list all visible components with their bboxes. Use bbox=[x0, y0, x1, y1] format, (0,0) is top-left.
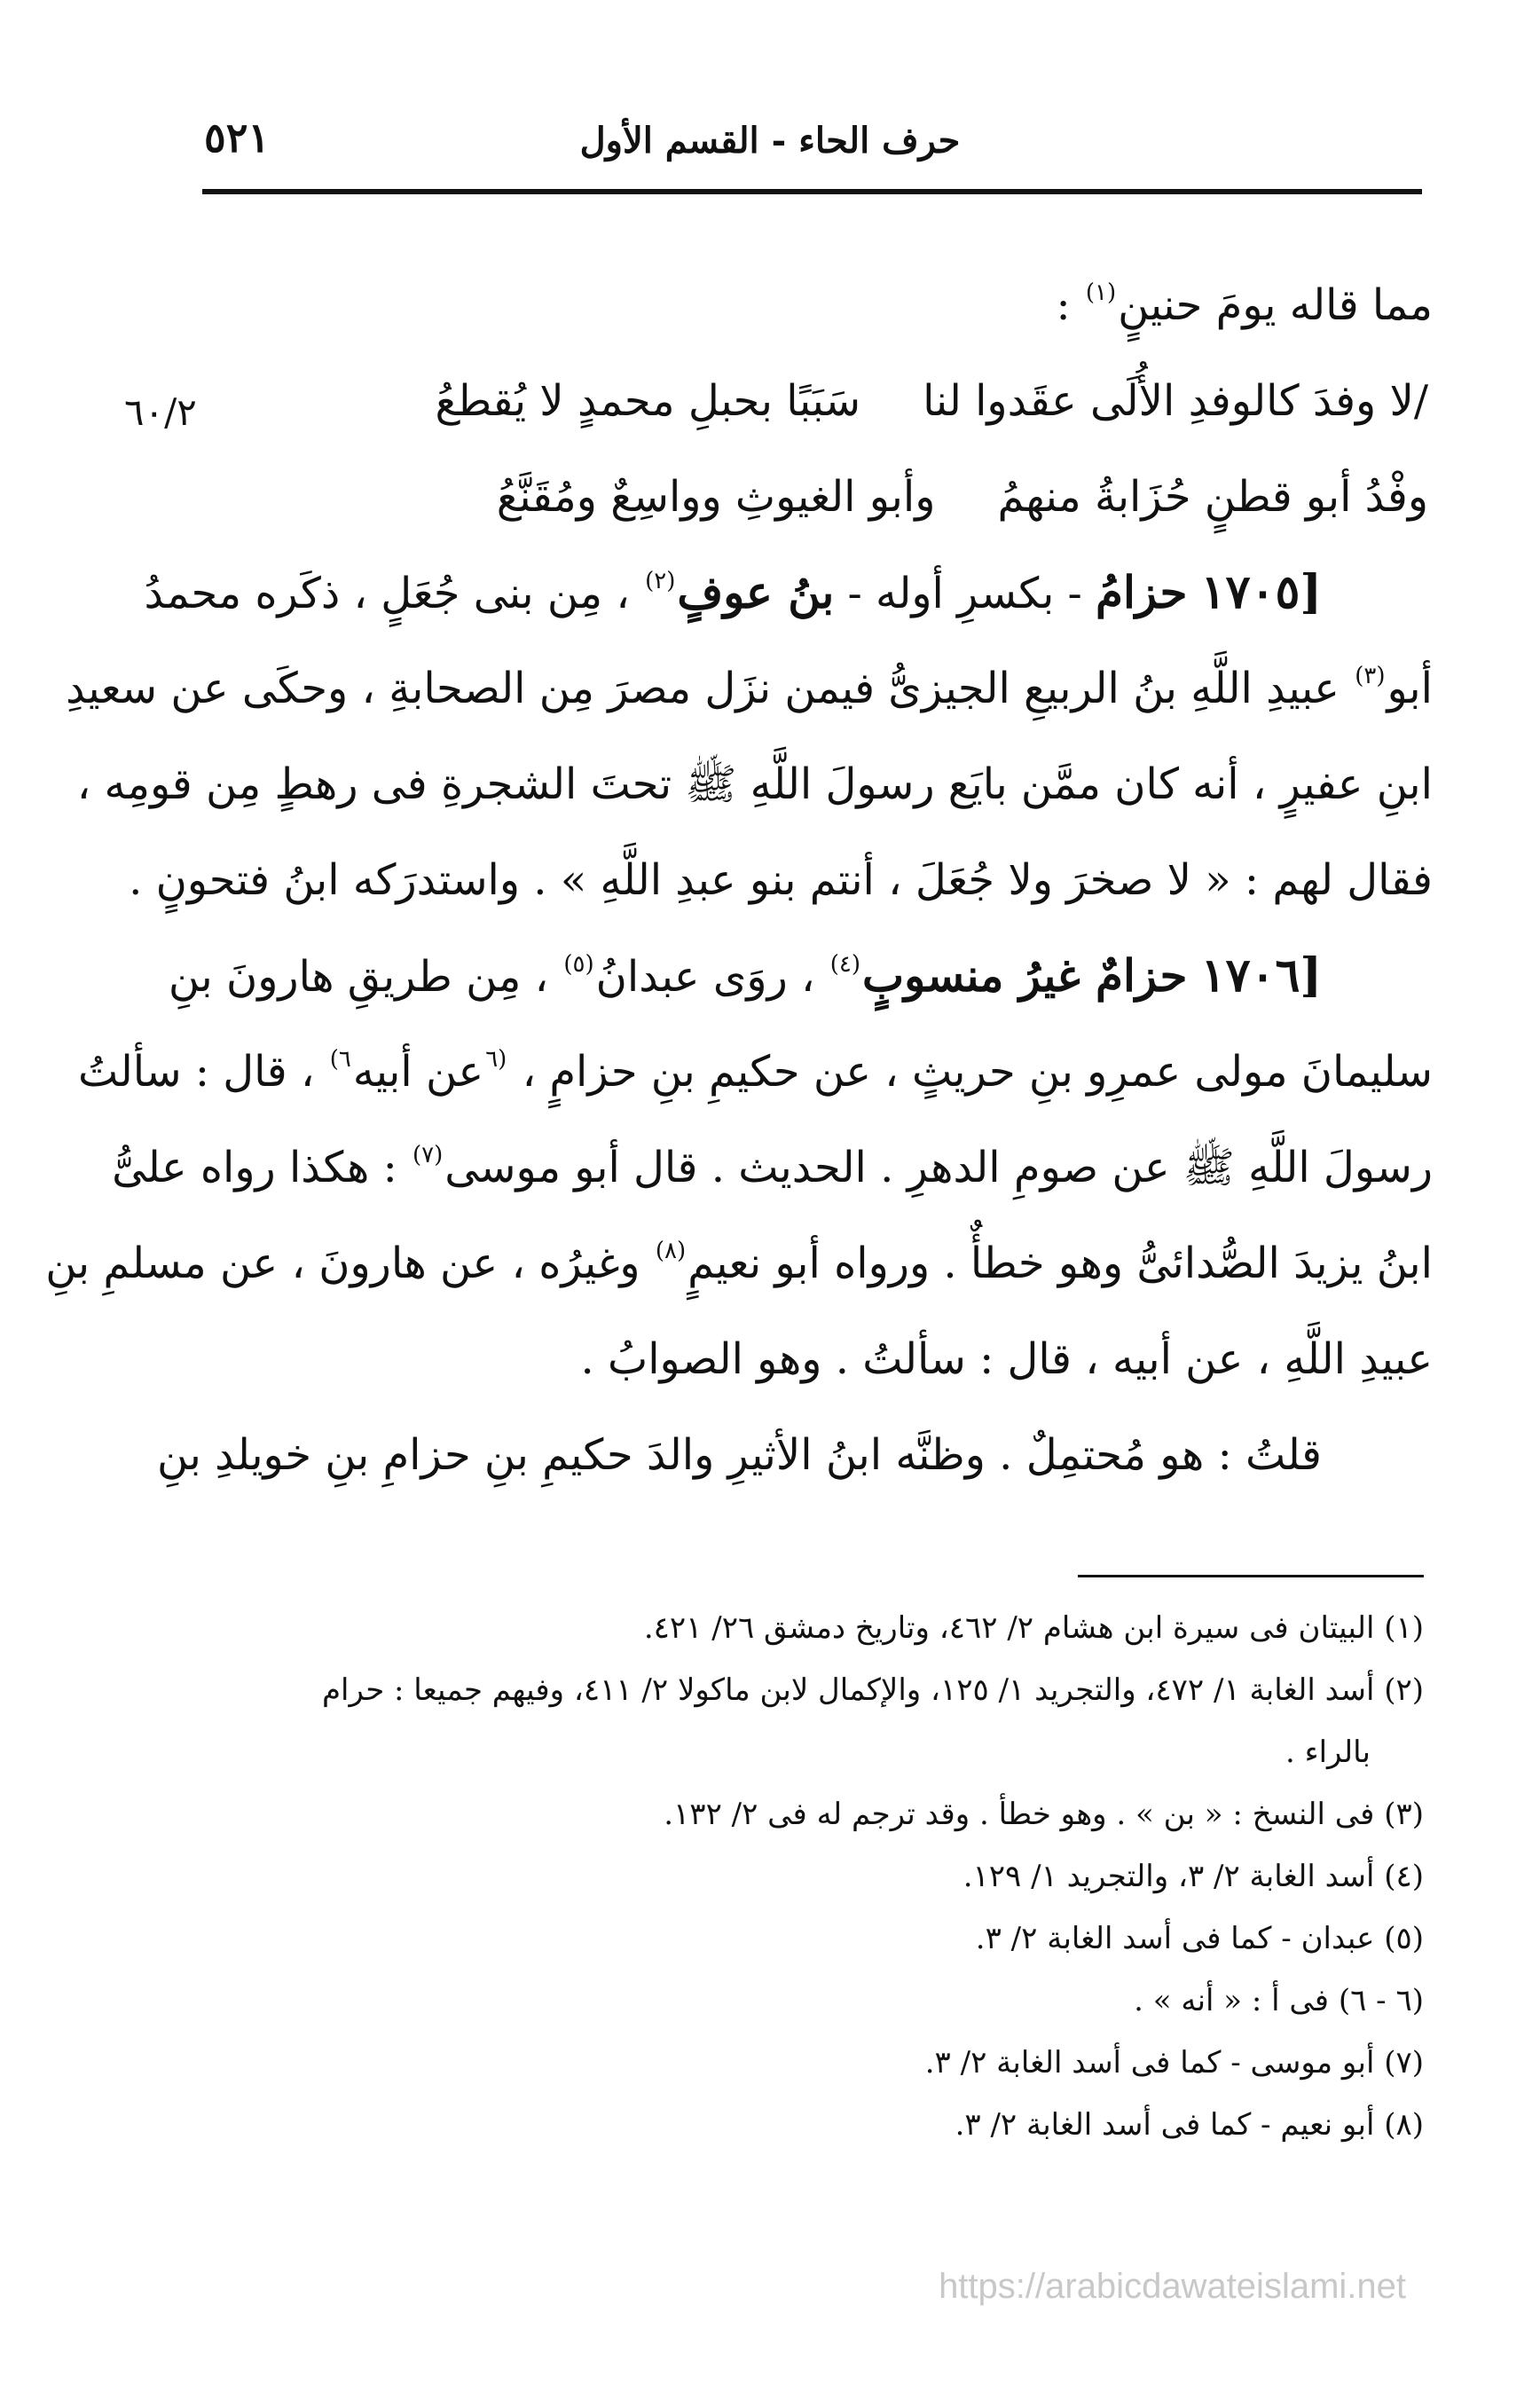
footnote-marker: (٦ bbox=[485, 1046, 507, 1073]
footnote-marker: (٢) bbox=[645, 568, 676, 594]
footnote-6: (٦ - ٦) فى أ : « أنه » . bbox=[1134, 1983, 1424, 2018]
footnote-4: (٤) أسد الغابة ٢/ ٣، والتجريد ١/ ١٢٩. bbox=[962, 1859, 1424, 1894]
entry-1705-line-1: [١٧٠٥ حزامُ - بكسرِ أوله - بنُ عوفٍ$^{(٢)}$ ، مِن بنى جُعَلٍ ، ذكَره محمدُ bbox=[144, 565, 1322, 619]
page-number: ٥٢١ bbox=[204, 114, 271, 161]
footnote-5: (٥) عبدان - كما فى أسد الغابة ٢/ ٣. bbox=[975, 1921, 1424, 1956]
entry-1705-line-4: فقال لهم : « لا صخرَ ولا جُعَلَ ، أنتم بنو عبدِ اللَّهِ » . واستدرَكه ابنُ فتحونٍ . bbox=[129, 855, 1433, 905]
footnote-8: (٨) أبو نعيم - كما فى أسد الغابة ٢/ ٣. bbox=[955, 2107, 1424, 2143]
header-rule bbox=[202, 189, 1422, 194]
entry-1706-line-2: سليمانَ مولى عمرِو بنِ حريثٍ ، عن حكيمِ بنِ حزامٍ ، $^{(٦}$عن أبيه$^{٦)}$ ، قال : سألتُ bbox=[77, 1046, 1433, 1097]
running-header-title: حرف الحاء - القسم الأول bbox=[579, 120, 961, 161]
entry-name: حزامٌ غيرُ منسوبٍ bbox=[862, 949, 1188, 1002]
entry-1706-line-1: [١٧٠٦ حزامٌ غيرُ منسوبٍ$^{(٤)}$ ، روَى عبدانُ$^{(٥)}$ ، مِن طريقِ هارونَ بنِ bbox=[168, 948, 1322, 1003]
main-text bbox=[45, 257, 1433, 1503]
footnote-marker: (٣) bbox=[1355, 663, 1386, 689]
footnote-marker: (٤) bbox=[829, 951, 861, 978]
entry-number: [١٧٠٥ bbox=[1200, 565, 1322, 619]
footnote-marker: (٨) bbox=[655, 1238, 687, 1264]
entry-number: [١٧٠٦ bbox=[1200, 948, 1322, 1003]
poem-verse-1 bbox=[124, 353, 1433, 449]
footnotes bbox=[182, 1597, 1424, 2156]
footnote-1: (١) البيتان فى سيرة ابن هشام ٢/ ٤٦٢، وتاريخ دمشق ٢٦/ ٤٢١. bbox=[643, 1610, 1424, 1646]
footnote-marker: ٦) bbox=[329, 1046, 351, 1073]
watermark-url: https://arabicdawateislami.net bbox=[939, 2267, 1406, 2306]
entry-name: حزامُ bbox=[1096, 566, 1188, 618]
footnote-2-continued: بالراء . bbox=[1285, 1734, 1371, 1770]
footnote-marker: (١) bbox=[1085, 279, 1117, 306]
entry-1705-line-3: ابنِ عفيرٍ ، أنه كان ممَّن بايَع رسولَ اللَّهِ ﷺ تحتَ الشجرةِ فى رهطٍ مِن قومِه ، bbox=[76, 759, 1433, 809]
comment-line: قلتُ : هو مُحتمِلٌ . وظنَّه ابنُ الأثيرِ والدَ حكيمِ بنِ حزامِ بنِ خويلدِ بنِ bbox=[156, 1430, 1322, 1480]
margin-reference: ٦٠/٢ bbox=[124, 390, 197, 434]
footnote-rule bbox=[1078, 1575, 1424, 1577]
footnote-2: (٢) أسد الغابة ١/ ٤٧٢، والتجريد ١/ ١٢٥، والإكمال لابن ماكولا ٢/ ٤١١، وفيهم جميعا : حرام bbox=[321, 1672, 1424, 1708]
entry-1706-line-5: عبيدِ اللَّهِ ، عن أبيه ، قال : سألتُ . وهو الصوابُ . bbox=[580, 1334, 1433, 1384]
footnote-7: (٧) أبو موسى - كما فى أسد الغابة ٢/ ٣. bbox=[924, 2045, 1424, 2080]
entry-1706-line-3: رسولَ اللَّهِ ﷺ عن صومِ الدهرِ . الحديث . قال أبو موسى$^{(٧)}$ : هكذا رواه علىُّ bbox=[112, 1142, 1433, 1192]
hemistich: وفْدُ أبو قطنٍ حُزَابةُ منهمُ bbox=[997, 472, 1428, 522]
poem-verse-2 bbox=[124, 449, 1433, 545]
hemistich: /لا وفدَ كالوفدِ الأُلَى عقَدوا لنا bbox=[923, 376, 1428, 426]
entry-1705-line-2: أبو$^{(٣)}$ عبيدِ اللَّهِ بنُ الربيعِ الجيزىُّ فيمن نزَل مصرَ مِن الصحابةِ ، وحكَى عن سعيدِ bbox=[66, 663, 1433, 713]
footnote-marker: (٥) bbox=[563, 951, 594, 978]
entry-1706-line-4: ابنُ يزيدَ الصُّدائىُّ وهو خطأٌ . ورواه أبو نعيمٍ$^{(٨)}$ وغيرُه ، عن هارونَ ، عن مسلمِ بنِ bbox=[45, 1238, 1433, 1288]
footnote-marker: (٧) bbox=[412, 1142, 444, 1168]
hemistich: سَبَبًا بحبلِ محمدٍ لا يُقطعُ bbox=[435, 376, 861, 426]
intro-line: مما قاله يومَ حنينٍ$^{(١)}$ : bbox=[1056, 279, 1433, 330]
hemistich: وأبو الغيوثِ وواسِعٌ ومُقَنَّعُ bbox=[496, 472, 936, 522]
footnote-3: (٣) فى النسخ : « بن » . وهو خطأ . وقد ترجم له فى ٢/ ١٣٢. bbox=[664, 1797, 1424, 1832]
